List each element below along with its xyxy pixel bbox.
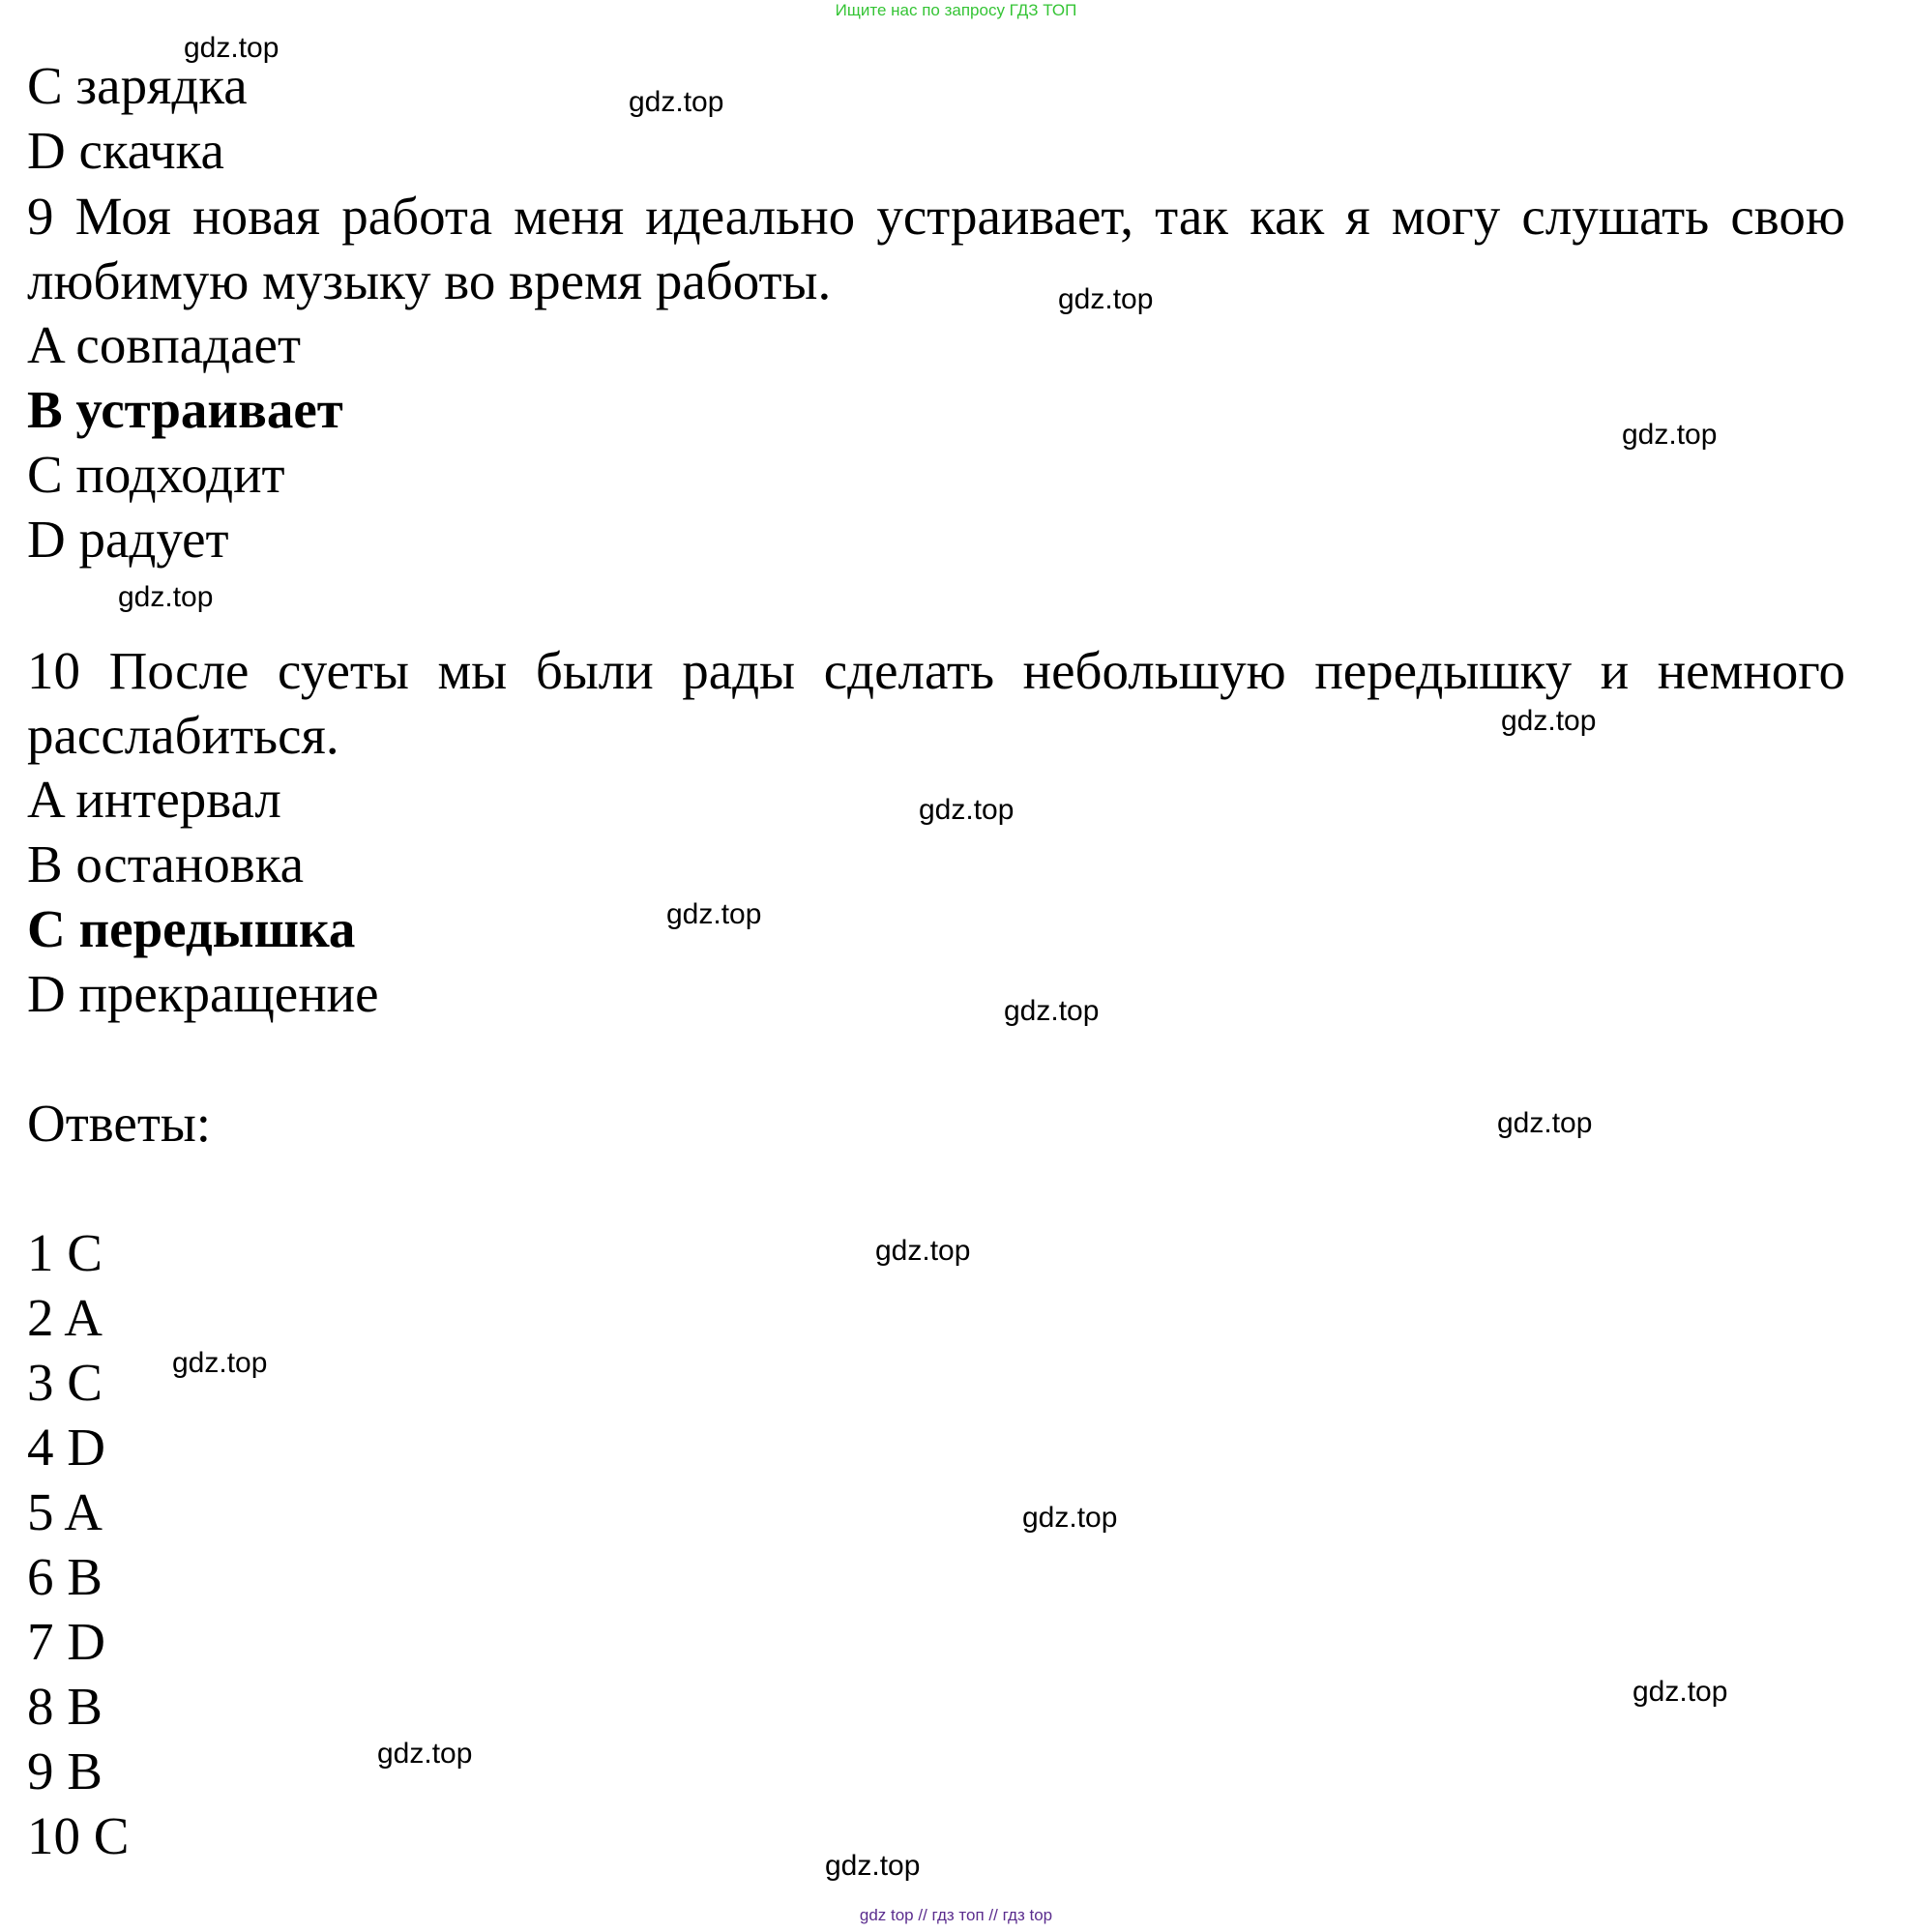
watermark: gdz.top [172, 1347, 268, 1379]
watermark: gdz.top [1497, 1107, 1593, 1139]
watermark: gdz.top [919, 794, 1015, 826]
footer [0, 1905, 1912, 1926]
q10-option-a: A интервал [27, 770, 281, 829]
watermark: gdz.top [875, 1235, 971, 1267]
watermark: gdz.top [1004, 995, 1100, 1027]
footer-link-gdz-top-mixed[interactable]: гдз top [1002, 1906, 1053, 1924]
footer-separator: // [918, 1906, 927, 1924]
q9-option-a: A совпадает [27, 315, 302, 374]
banner-text: Ищите нас по запросу ГДЗ ТОП [835, 1, 1077, 19]
watermark: gdz.top [1058, 283, 1154, 315]
watermark: gdz.top [666, 898, 762, 930]
answer-item: 3 C [27, 1353, 103, 1412]
watermark: gdz.top [1022, 1502, 1118, 1534]
answer-item: 1 C [27, 1223, 103, 1282]
footer-link-gdz-top[interactable]: gdz top [859, 1906, 914, 1924]
q10-option-c: C передышка [27, 899, 356, 958]
top-banner [0, 0, 1912, 21]
q10-option-d: D прекращение [27, 964, 379, 1023]
watermark: gdz.top [184, 32, 279, 64]
q10-option-b: B остановка [27, 834, 305, 893]
answer-item: 4 D [27, 1418, 105, 1477]
q8-option-d: D скачка [27, 121, 224, 180]
answer-item: 9 B [27, 1742, 103, 1800]
watermark: gdz.top [1622, 419, 1718, 451]
watermark: gdz.top [118, 581, 214, 613]
watermark: gdz.top [629, 86, 724, 118]
q8-option-c: C зарядка [27, 56, 248, 115]
watermark: gdz.top [1633, 1676, 1728, 1708]
watermark: gdz.top [825, 1850, 921, 1882]
watermark: gdz.top [1501, 705, 1597, 737]
answer-item: 7 D [27, 1612, 105, 1671]
answer-item: 8 B [27, 1677, 103, 1736]
q9-option-c: C подходит [27, 445, 285, 504]
answer-item: 2 A [27, 1288, 103, 1347]
answer-item: 6 B [27, 1547, 103, 1606]
footer-link-gdz-top-ru[interactable]: гдз топ [931, 1906, 985, 1924]
q9-option-b: B устраивает [27, 380, 343, 439]
footer-separator: // [988, 1906, 998, 1924]
answer-item: 10 C [27, 1806, 130, 1865]
q9-option-d: D радует [27, 510, 229, 569]
q9-text: 9 Моя новая работа меня идеально устраивает, так как я могу слушать свою любимую музыку во время работы. [27, 187, 1845, 310]
answer-item: 5 A [27, 1482, 103, 1541]
q10-text: 10 После суеты мы были рады сделать небольшую передышку и немного расслабиться. [27, 641, 1845, 765]
watermark: gdz.top [377, 1738, 473, 1770]
answers-title: Ответы: [27, 1094, 212, 1153]
